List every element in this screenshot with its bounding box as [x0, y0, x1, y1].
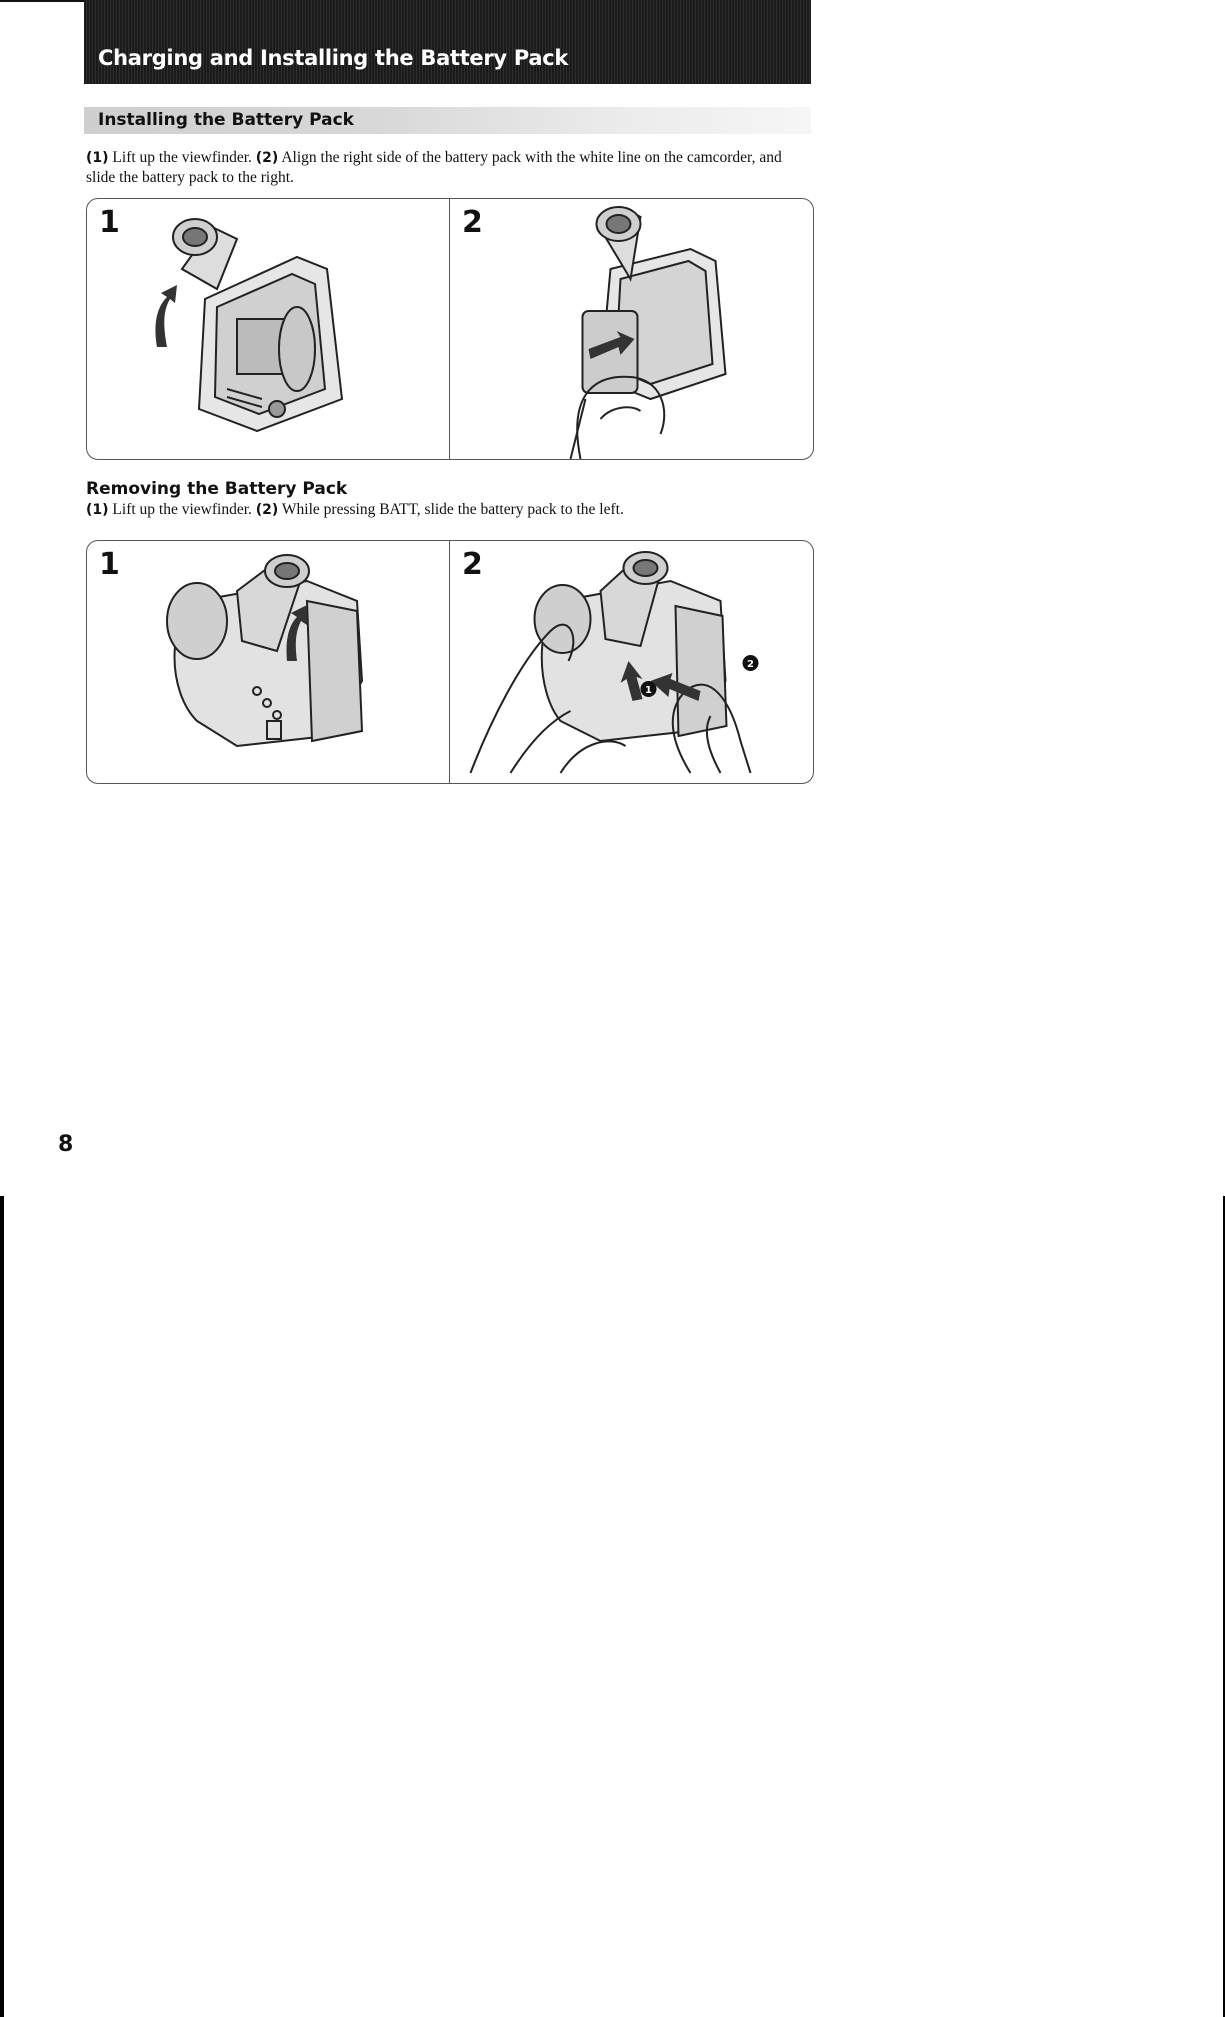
top-rule [0, 0, 88, 2]
camcorder-viewfinder-up-illustration [87, 541, 449, 783]
installing-panel-1 [87, 199, 450, 459]
callout-badge-2: 2 [747, 659, 754, 670]
removing-heading: Removing the Battery Pack [86, 479, 348, 499]
page-number: 8 [58, 1132, 74, 1157]
battery-slide-in-illustration [450, 199, 813, 459]
step1-text: Lift up the viewfinder. [108, 149, 256, 166]
step-number: 1 [99, 547, 120, 582]
chapter-banner [84, 0, 811, 84]
step1-marker: (1) [86, 502, 109, 518]
removing-panel-2 [450, 541, 813, 783]
step-number: 1 [99, 205, 120, 240]
scan-edge-left [0, 1196, 4, 2017]
step1-text: Lift up the viewfinder. [108, 501, 256, 518]
step2-text: While pressing BATT, slide the battery pack to the left. [278, 501, 624, 518]
step2-text: Align the right side of the battery pack with the white line on the camcorder, and slide the battery pack to the right. [86, 149, 782, 186]
battery-remove-illustration [450, 541, 813, 783]
callout-badge-1: 1 [645, 685, 652, 696]
section-heading-bar [84, 107, 811, 134]
step-number: 2 [462, 205, 483, 240]
removing-panel-1 [87, 541, 450, 783]
step-number: 2 [462, 547, 483, 582]
step2-marker: (2) [255, 502, 279, 518]
step2-marker: (2) [255, 150, 279, 166]
removing-figure [86, 540, 814, 784]
camcorder-lift-viewfinder-illustration [87, 199, 449, 459]
step1-marker: (1) [86, 150, 109, 166]
installing-instructions [86, 148, 786, 188]
installing-panel-2 [450, 199, 813, 459]
removing-instructions [86, 500, 786, 520]
installing-figure [86, 198, 814, 460]
chapter-title: Charging and Installing the Battery Pack [98, 46, 569, 70]
installing-heading: Installing the Battery Pack [98, 110, 354, 130]
